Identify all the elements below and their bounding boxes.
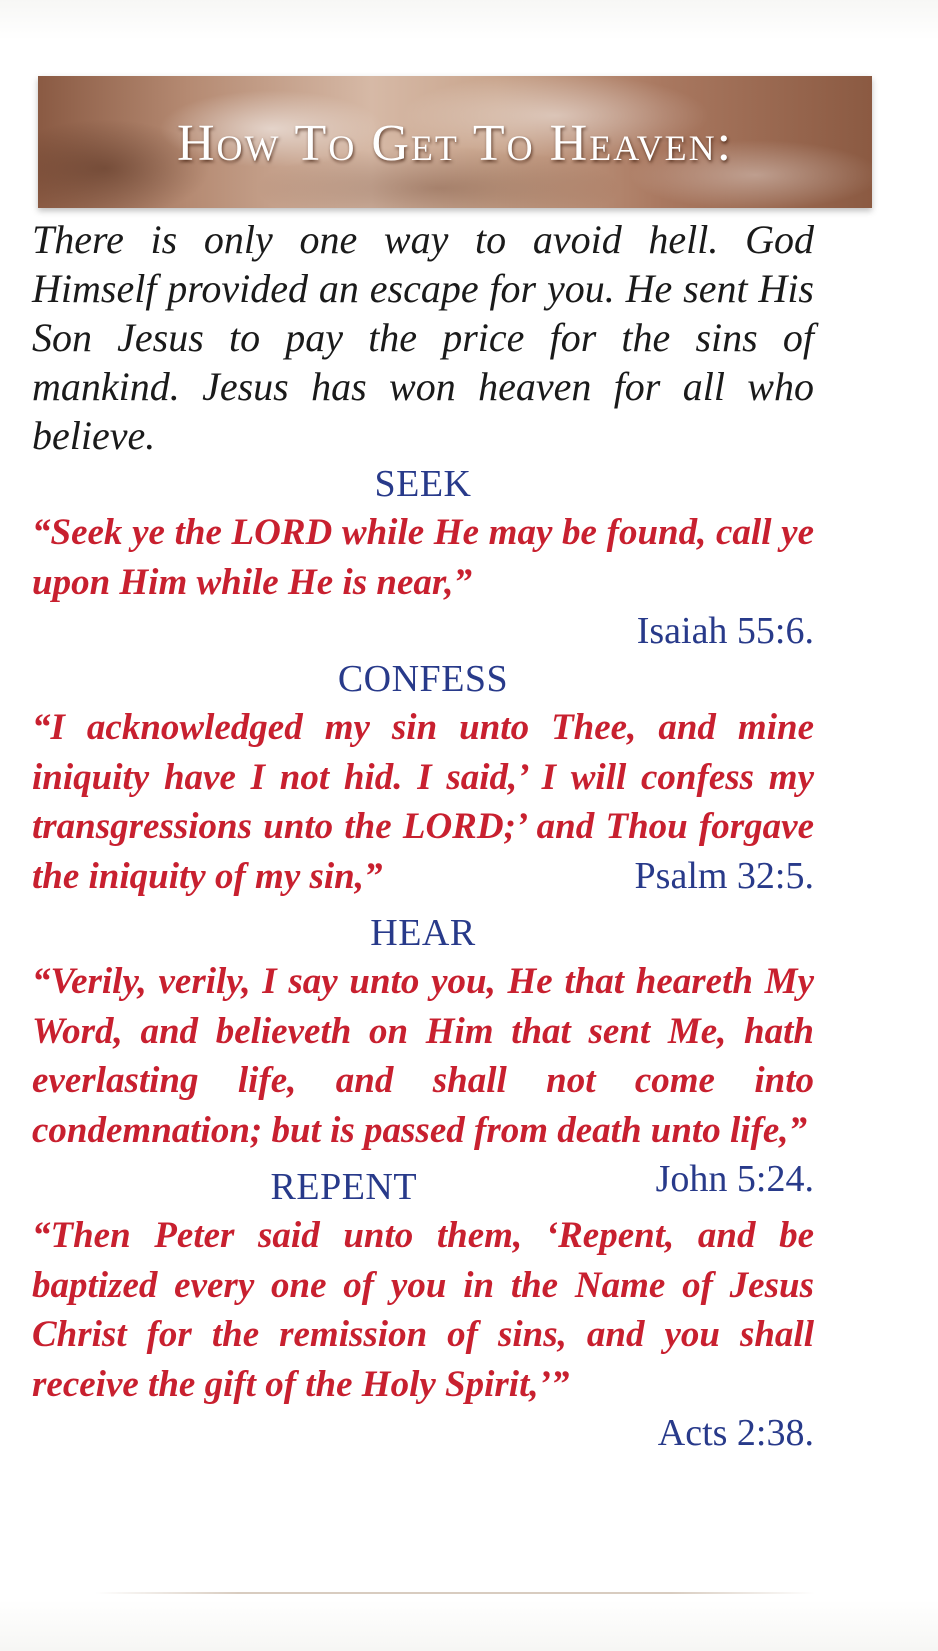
verse-hear-text: “Verily, verily, I say unto you, He that heareth My Word, and believeth on Him that sent Me, hath everlasting life, and shall not come into condemnation; but is passed from death unto life,” — [32, 961, 814, 1151]
verse-repent: “Then Peter said unto them, ‘Repent, and be baptized every one of you in the Name of Jesus Christ for the remission of sins, and you shall receive the gift of the Holy Spirit,’” — [32, 1215, 814, 1405]
reference-seek-text: Isaiah 55:6. — [636, 610, 814, 652]
section-heading-repent: REPENT — [270, 1166, 418, 1208]
banner-title: How To Get To Heaven: — [176, 115, 734, 172]
verse-confess — [32, 703, 814, 901]
reference-repent-text: Acts 2:38. — [657, 1412, 814, 1454]
tract-content — [32, 215, 814, 1457]
section-heading-hear: HEAR — [370, 912, 476, 954]
reference-confess: Psalm 32:5. — [634, 854, 814, 897]
reference-repent — [32, 1409, 814, 1457]
reference-seek — [32, 607, 814, 655]
section-heading-seek: SEEK — [374, 463, 472, 505]
intro-paragraph: There is only one way to avoid hell. God Himself provided an escape for you. He sent His Son Jesus to pay the price for the sins of mankind. Jesus has won heaven for all who believe. — [32, 217, 814, 458]
reference-hear: John 5:24. — [655, 1158, 814, 1200]
verse-seek: “Seek ye the LORD while He may be found, call ye upon Him while He is near,” — [32, 512, 814, 603]
bottom-divider — [95, 1592, 815, 1594]
section-heading-confess: CONFESS — [337, 658, 509, 700]
verse-confess-text: “I acknowledged my sin unto Thee, and mine iniquity have I not hid. I said,’ I will confess my transgressions unto the LORD;’ and Thou forgave the iniquity of my sin,” — [32, 707, 814, 897]
title-banner — [38, 76, 872, 208]
